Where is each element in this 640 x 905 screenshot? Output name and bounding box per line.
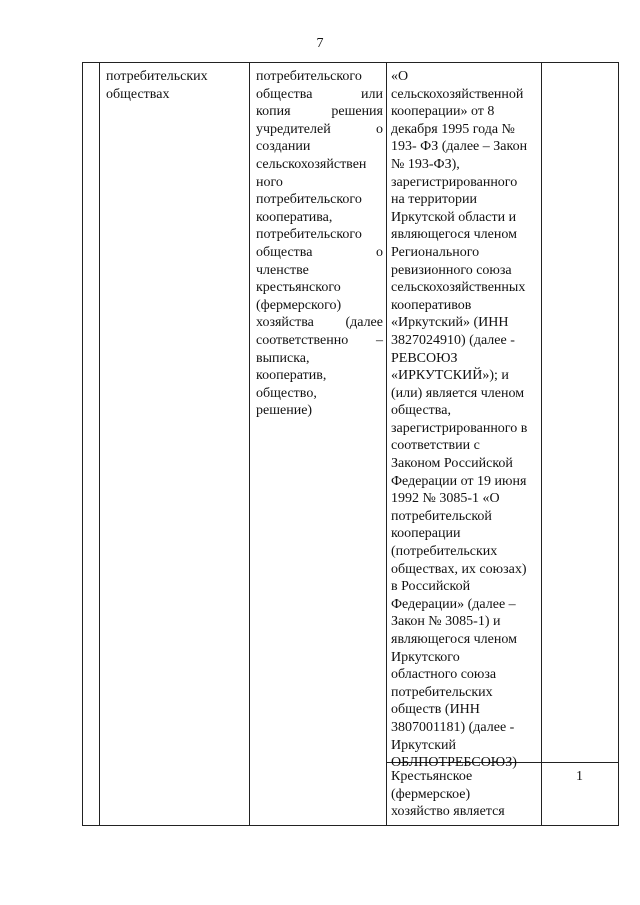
cell-line: сельскохозяйственной xyxy=(391,86,524,102)
table-cell-conditions xyxy=(391,68,539,772)
table-col-divider-3 xyxy=(386,62,387,826)
cell-line: 193- ФЗ (далее – Закон xyxy=(391,139,528,155)
cell-word: – xyxy=(376,332,383,348)
cell-line: Иркутского xyxy=(391,649,460,665)
table-cell-score: 1 xyxy=(576,769,583,784)
cell-line: ревизионного союза xyxy=(391,262,512,278)
cell-word: копия xyxy=(256,104,291,120)
cell-line: общество, xyxy=(256,385,317,401)
cell-line: Закон № 3085-1) и xyxy=(391,614,501,630)
cell-line: потребительской xyxy=(391,508,492,524)
cell-line: потребительского xyxy=(256,192,362,208)
cell-line: соответствии с xyxy=(391,438,480,454)
cell-line: «Иркутский» (ИНН xyxy=(391,315,509,331)
cell-line: являющегося членом xyxy=(391,227,517,243)
cell-line: в Российской xyxy=(391,579,471,595)
cell-line: Иркутский xyxy=(391,737,457,753)
cell-line: обществах, их союзах) xyxy=(391,561,527,577)
cell-line: обществах xyxy=(106,86,170,102)
cell-line xyxy=(256,103,383,121)
table-cell-category xyxy=(106,68,244,103)
cell-line: № 193-ФЗ), xyxy=(391,156,460,172)
cell-line: являющегося членом xyxy=(391,632,517,647)
cell-line: 1992 № 3085-1 «О xyxy=(391,491,500,507)
cell-word: общества xyxy=(256,244,313,260)
cell-line: «ИРКУТСКИЙ»); и xyxy=(391,368,509,384)
cell-line: (потребительских xyxy=(391,544,498,560)
cell-line: 3807001181) (далее - xyxy=(391,719,515,735)
cell-word: о xyxy=(376,121,383,137)
cell-word: хозяйства xyxy=(256,315,314,331)
cell-line: сельскохозяйственных xyxy=(391,280,526,296)
table-cell-documents xyxy=(256,68,383,420)
cell-line: потребительского xyxy=(256,227,362,243)
table-col-divider-2 xyxy=(249,62,250,826)
table-border-top xyxy=(82,62,619,63)
cell-line: Крестьянское xyxy=(391,769,473,784)
page-number: 7 xyxy=(316,36,324,51)
cell-line: ОБЛПОТРЕБСОЮЗ) xyxy=(391,755,517,771)
cell-line: потребительских xyxy=(391,684,493,700)
cell-line: кооперации xyxy=(391,526,461,542)
table-col-divider-4 xyxy=(541,62,542,826)
cell-line: (или) является членом xyxy=(391,385,525,401)
cell-line: хозяйство является xyxy=(391,804,505,820)
cell-line: (фермерское) xyxy=(391,786,471,802)
cell-line: областного союза xyxy=(391,667,497,683)
cell-line: кооперативов xyxy=(391,297,472,313)
cell-line: «О xyxy=(391,69,409,84)
cell-word: учредителей xyxy=(256,121,331,137)
cell-line: создании xyxy=(256,139,311,155)
cell-line: зарегистрированного xyxy=(391,174,518,190)
table-border-right xyxy=(618,62,619,826)
cell-line: на территории xyxy=(391,192,477,208)
cell-line: кооператив, xyxy=(256,368,327,384)
table-border-bottom xyxy=(82,825,619,826)
cell-line: РЕВСОЮЗ xyxy=(391,350,458,366)
cell-line: потребительского xyxy=(256,69,362,84)
cell-word: (далее xyxy=(345,315,383,331)
cell-line: потребительских xyxy=(106,69,208,84)
cell-line: ного xyxy=(256,174,283,190)
table-border-left xyxy=(82,62,83,826)
cell-word: общества xyxy=(256,86,313,102)
cell-word: или xyxy=(361,86,383,102)
cell-line: крестьянского xyxy=(256,280,341,296)
cell-line: 3827024910) (далее - xyxy=(391,332,515,348)
table-col-divider-1 xyxy=(99,62,100,826)
cell-line: Иркутской области и xyxy=(391,209,517,225)
cell-line xyxy=(256,332,383,350)
cell-line: Регионального xyxy=(391,244,480,260)
cell-line: Законом Российской xyxy=(391,456,513,472)
cell-line: Федерации» (далее – xyxy=(391,596,516,612)
table-cell-conditions-2 xyxy=(391,768,539,821)
cell-line: выписка, xyxy=(256,350,310,366)
cell-word: решения xyxy=(331,104,383,120)
cell-line xyxy=(256,314,383,332)
cell-word: соответственно xyxy=(256,332,349,348)
cell-word: о xyxy=(376,244,383,260)
cell-line: кооперации» от 8 xyxy=(391,104,495,120)
cell-line: обществ (ИНН xyxy=(391,702,480,718)
cell-line: (фермерского) xyxy=(256,297,342,313)
cell-line xyxy=(256,86,383,104)
cell-line: общества, xyxy=(391,403,451,419)
cell-line: решение) xyxy=(256,403,313,419)
cell-line xyxy=(256,121,383,139)
cell-line: зарегистрированного в xyxy=(391,420,528,436)
cell-line: Федерации от 19 июня xyxy=(391,473,527,489)
cell-line: сельскохозяйствен xyxy=(256,156,367,172)
cell-line: членстве xyxy=(256,262,309,278)
cell-line xyxy=(256,244,383,262)
cell-line: декабря 1995 года № xyxy=(391,121,515,137)
cell-line: кооператива, xyxy=(256,209,333,225)
